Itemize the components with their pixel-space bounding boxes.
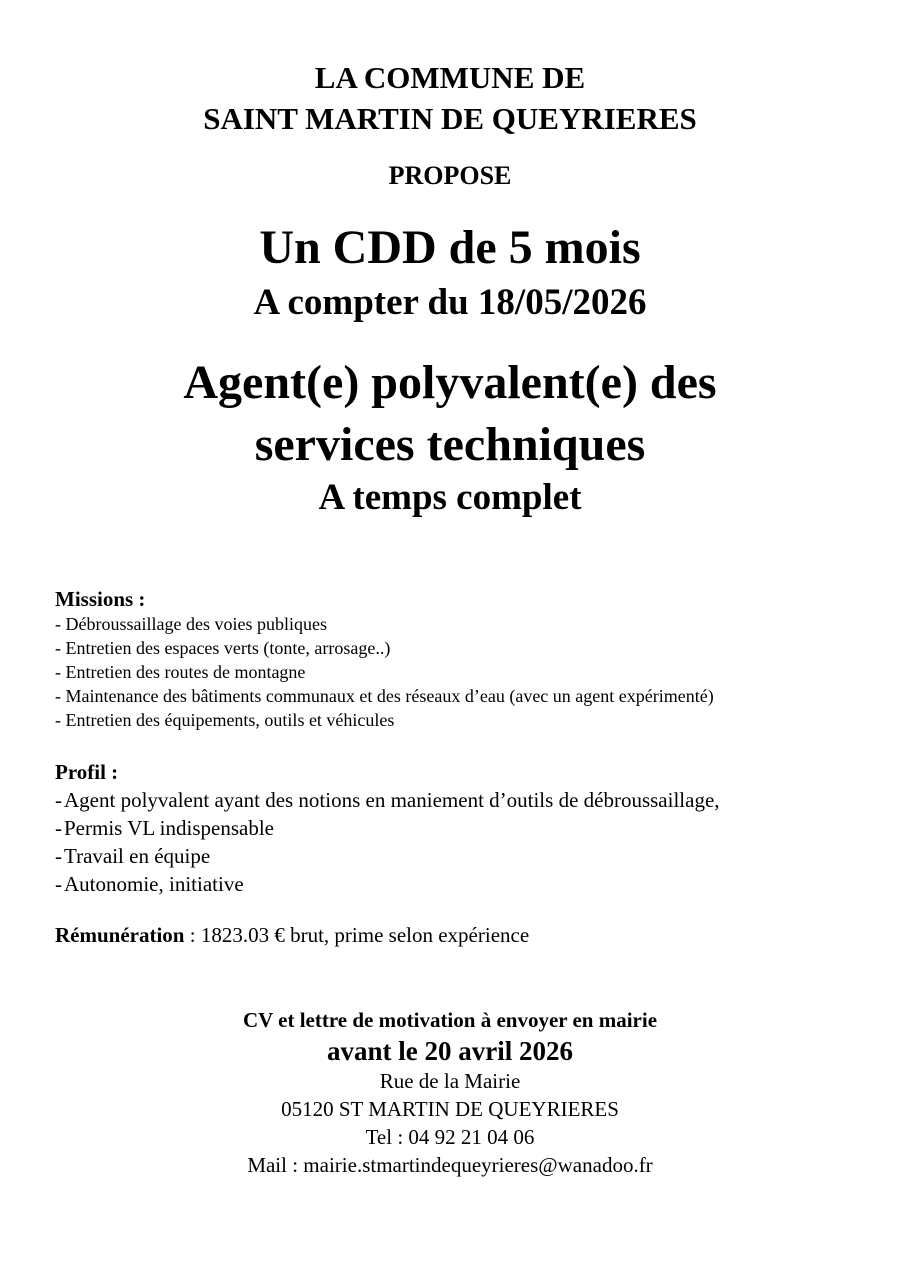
address-street: Rue de la Mairie: [379, 1069, 521, 1093]
profil-heading: Profil :: [55, 760, 119, 784]
commune-heading-line2: SAINT MARTIN DE QUEYRIERES: [203, 101, 697, 136]
remuneration-label: Rémunération: [55, 923, 185, 947]
missions-heading: Missions :: [55, 587, 146, 611]
contract-title: Un CDD de 5 mois: [259, 221, 641, 274]
address-city: 05120 ST MARTIN DE QUEYRIERES: [281, 1097, 619, 1121]
mission-item: - Maintenance des bâtiments communaux et des réseaux d’eau (avec un agent expérimenté): [55, 686, 714, 706]
profil-item-text: Agent polyvalent ayant des notions en maniement d’outils de débroussaillage,: [64, 788, 720, 812]
position-title-line1: Agent(e) polyvalent(e) des: [183, 356, 717, 409]
bullet-dash: -: [55, 844, 62, 868]
profil-item: [55, 818, 274, 839]
profil-item-text: Travail en équipe: [64, 844, 211, 868]
bullet-dash: -: [55, 872, 62, 896]
contact-phone: Tel : 04 92 21 04 06: [365, 1125, 535, 1149]
mission-item: - Entretien des équipements, outils et véhicules: [55, 710, 395, 730]
remuneration-line: [55, 925, 529, 946]
mission-item: - Entretien des routes de montagne: [55, 662, 306, 682]
profil-item: [55, 790, 720, 811]
mission-item: - Entretien des espaces verts (tonte, arrosage..): [55, 638, 391, 658]
application-instruction: CV et lettre de motivation à envoyer en mairie: [242, 1008, 658, 1032]
position-schedule: A temps complet: [318, 477, 582, 518]
contact-email: Mail : mairie.stmartindequeyrieres@wanadoo.fr: [247, 1153, 653, 1177]
application-deadline: avant le 20 avril 2026: [327, 1036, 573, 1066]
bullet-dash: -: [55, 788, 62, 812]
remuneration-value: : 1823.03 € brut, prime selon expérience: [184, 923, 530, 947]
contract-start-date: A compter du 18/05/2026: [253, 282, 647, 323]
mission-item: - Débroussaillage des voies publiques: [55, 614, 327, 634]
position-title-line2: services techniques: [254, 418, 646, 471]
profil-item-text: Permis VL indispensable: [64, 816, 274, 840]
profil-item: [55, 874, 244, 895]
bullet-dash: -: [55, 816, 62, 840]
propose-label: PROPOSE: [388, 161, 512, 190]
profil-item-text: Autonomie, initiative: [64, 872, 244, 896]
commune-heading-line1: LA COMMUNE DE: [314, 60, 586, 95]
profil-item: [55, 846, 210, 867]
